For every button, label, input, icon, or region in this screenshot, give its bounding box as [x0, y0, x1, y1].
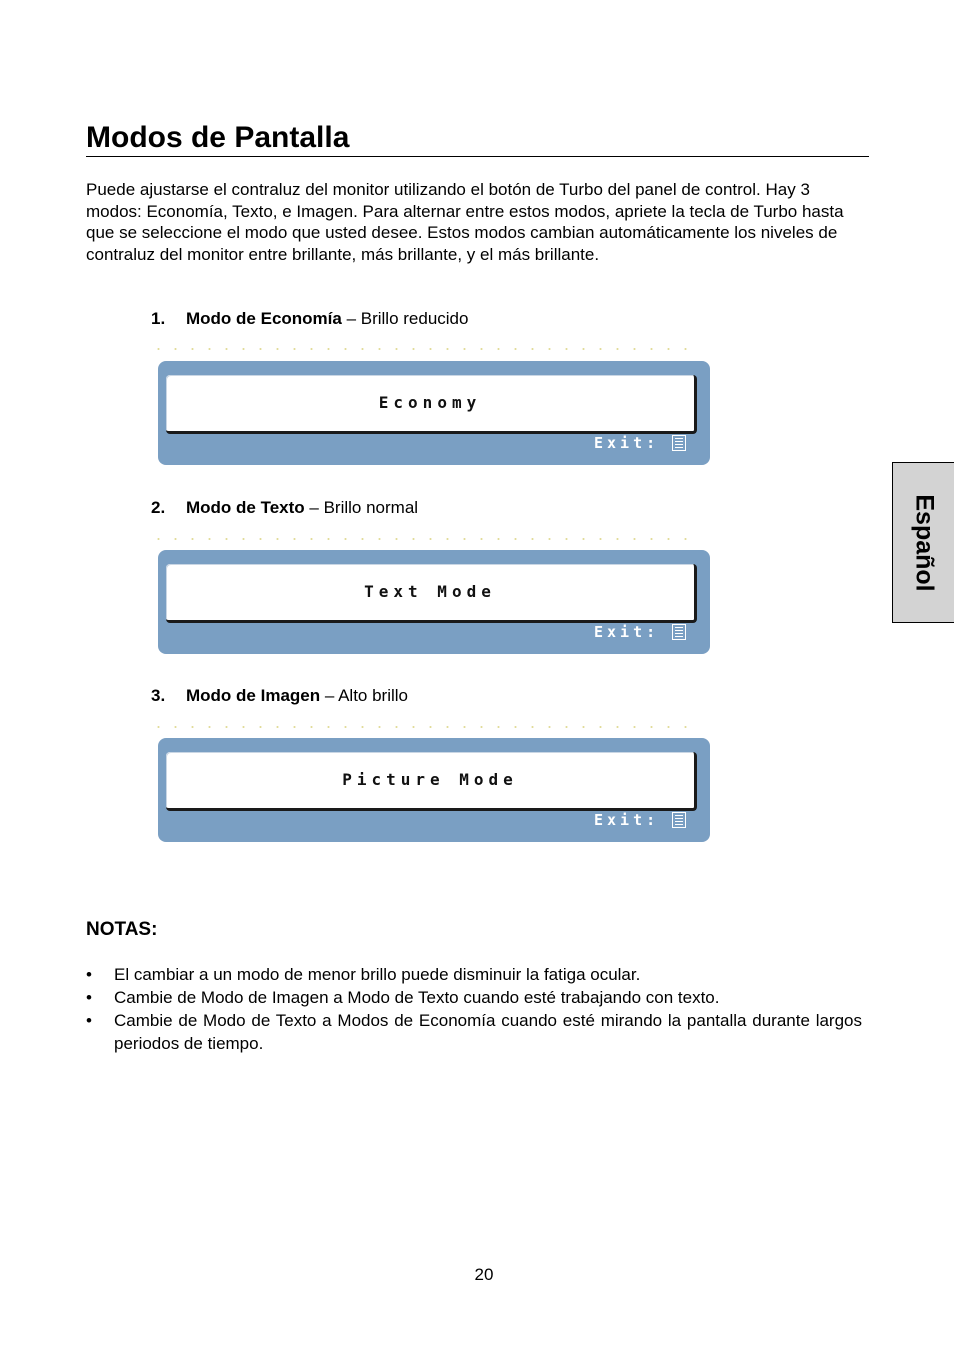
mode-description: – Brillo reducido	[341, 309, 469, 328]
osd-panel-economy	[158, 361, 710, 465]
mode-item-picture	[151, 685, 408, 707]
osd-label-box	[166, 375, 697, 434]
osd-dotted-separator	[150, 725, 700, 729]
mode-number: 2.	[151, 498, 166, 517]
mode-name: Modo de Texto	[186, 498, 305, 517]
menu-icon	[672, 624, 686, 640]
mode-item-text	[151, 497, 418, 519]
osd-label-box	[166, 564, 697, 623]
osd-mode-label: Picture Mode	[342, 770, 518, 789]
intro-paragraph: Puede ajustarse el contraluz del monitor utilizando el botón de Turbo del panel de control. Hay 3 modos: Economía, Texto, e Imagen. Para alternar entre estos modos, apriete la tecla de Turbo hasta que se seleccione el modo que usted desee. Estos modos cambian automáticamente los niveles de contraluz del monitor entre brillante, más brillante, y el más brillante.	[86, 180, 844, 264]
mode-number: 1.	[151, 309, 166, 328]
language-tab	[892, 462, 954, 623]
bullet-icon: •	[86, 1011, 92, 1030]
osd-exit-label: Exit:	[594, 623, 660, 641]
list-item: • El cambiar a un modo de menor brillo puede disminuir la fatiga ocular.	[86, 964, 862, 987]
menu-icon	[672, 812, 686, 828]
notes-list	[86, 964, 862, 1056]
list-item: • Cambie de Modo de Imagen a Modo de Texto cuando esté trabajando con texto.	[86, 987, 862, 1010]
osd-mode-label: Economy	[378, 393, 482, 412]
osd-exit-label: Exit:	[594, 811, 660, 829]
menu-icon	[672, 435, 686, 451]
bullet-icon: •	[86, 965, 92, 984]
list-item: • Cambie de Modo de Texto a Modos de Economía cuando esté mirando la pantalla durante largos periodos de tiempo.	[86, 1011, 862, 1053]
bullet-icon: •	[86, 988, 92, 1007]
osd-dotted-separator	[150, 537, 700, 541]
page-title: Modos de Pantalla	[86, 120, 869, 157]
osd-label-box	[166, 752, 697, 811]
mode-item-economy	[151, 308, 468, 330]
osd-panel-picture	[158, 738, 710, 842]
osd-exit-label: Exit:	[594, 434, 660, 452]
mode-description: – Brillo normal	[304, 498, 419, 517]
language-tab-label: Español	[910, 493, 938, 592]
osd-dotted-separator	[150, 347, 700, 351]
osd-panel-text	[158, 550, 710, 654]
mode-name: Modo de Imagen	[186, 686, 321, 705]
notes-heading: NOTAS:	[86, 919, 158, 940]
mode-name: Modo de Economía	[186, 309, 342, 328]
mode-description: – Alto brillo	[320, 686, 409, 705]
page-number: 20	[474, 1265, 494, 1284]
mode-number: 3.	[151, 686, 166, 705]
osd-mode-label: Text Mode	[364, 582, 496, 601]
